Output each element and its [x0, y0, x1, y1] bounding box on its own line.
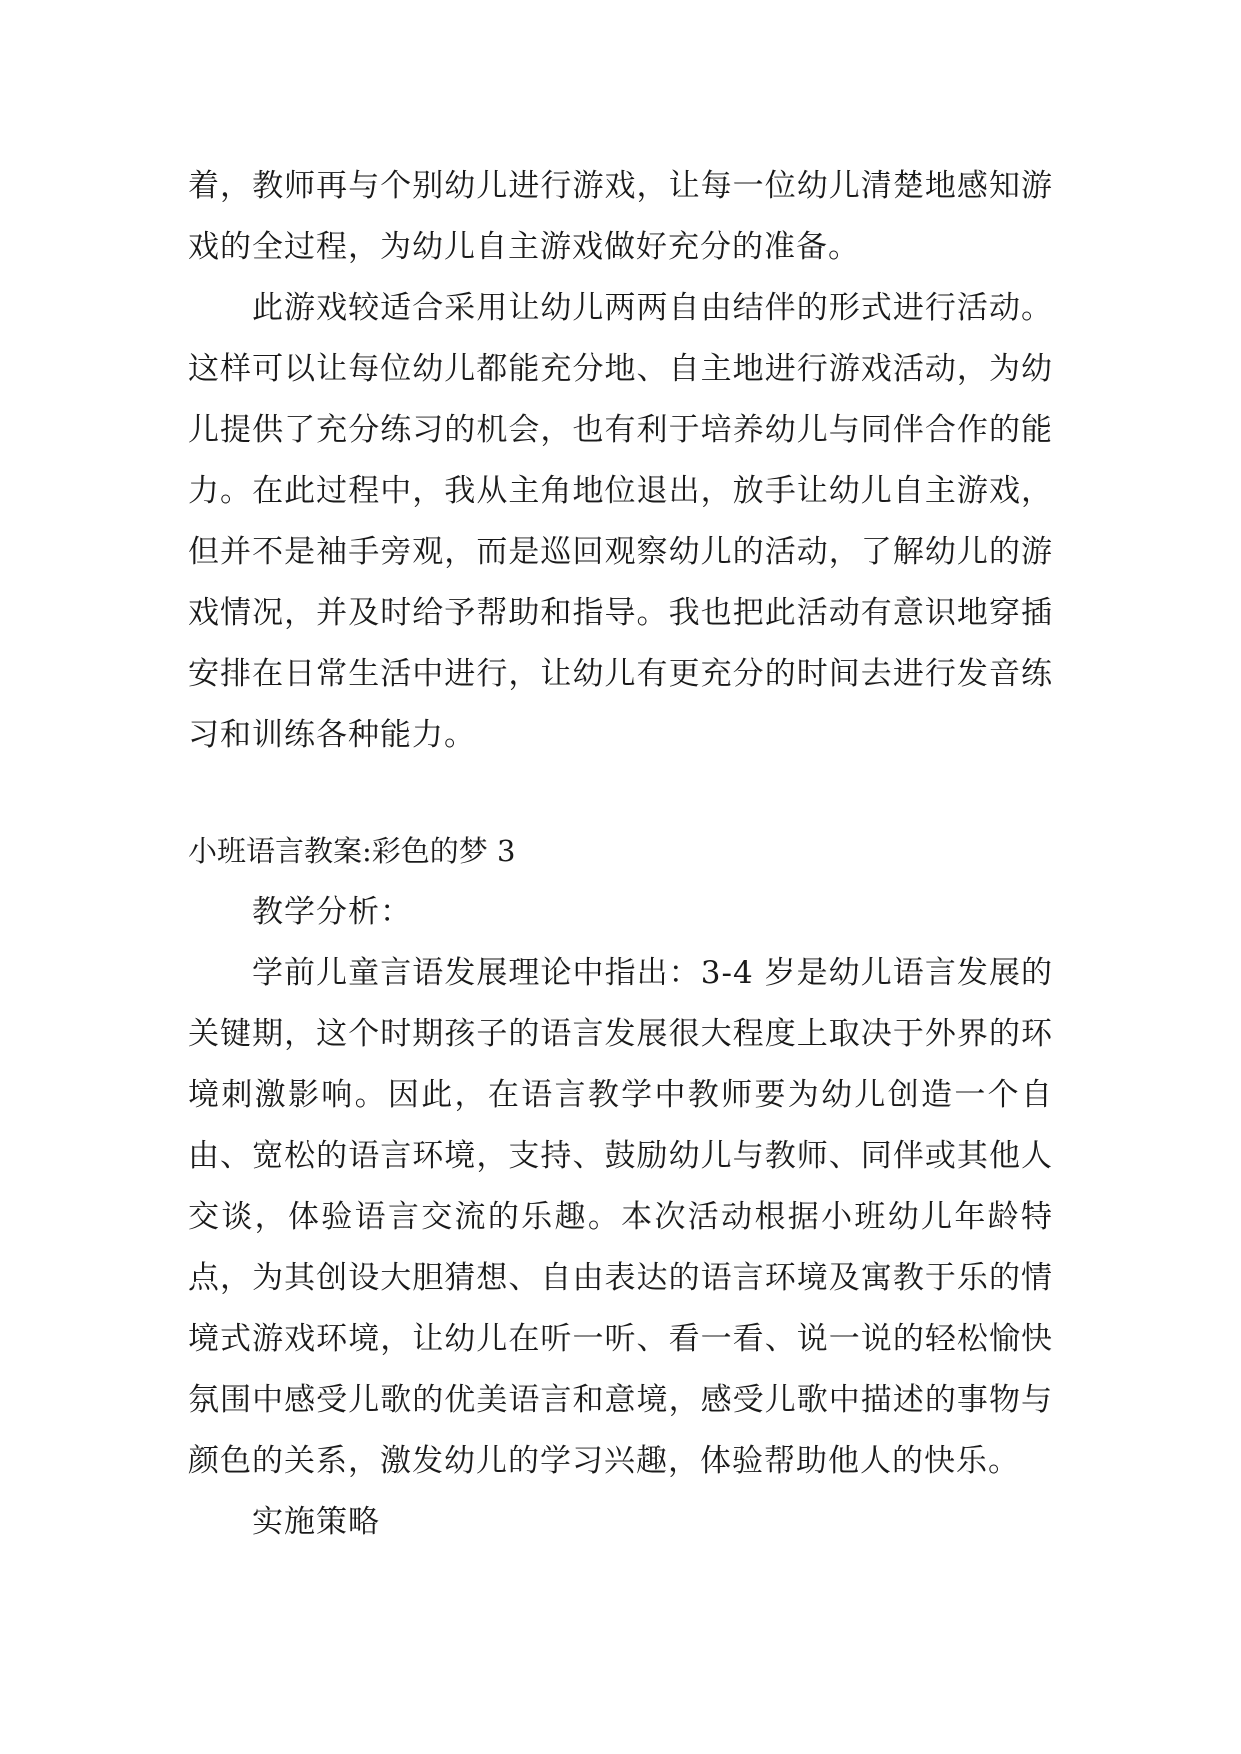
section-paragraph: 学前儿童言语发展理论中指出：3-4 岁是幼儿语言发展的关键期，这个时期孩子的语言发展很大程度上取决于外界的环境刺激影响。因此，在语言教学中教师要为幼儿创造一个自由、宽松的语言环境，支持、鼓励幼儿与教师、同伴或其他人交谈，体验语言交流的乐趣。本次活动根据小班幼儿年龄特点，为其创设大胆猜想、自由表达的语言环境及寓教于乐的情境式游戏环境，让幼儿在听一听、看一看、说一说的轻松愉快氛围中感受儿歌的优美语言和意境，感受儿歌中描述的事物与颜色的关系，激发幼儿的学习兴趣，体验帮助他人的快乐。	[188, 955, 1053, 1479]
subheading-teaching-analysis: 教学分析：	[252, 894, 412, 930]
document-body	[188, 156, 1053, 1553]
section-title: 小班语言教案:彩色的梦 3	[188, 834, 516, 868]
body-paragraph-continued: 着，教师再与个别幼儿进行游戏，让每一位幼儿清楚地感知游戏的全过程，为幼儿自主游戏做好充分的准备。	[188, 168, 1053, 265]
subheading-implementation: 实施策略	[252, 1504, 380, 1540]
body-paragraph: 此游戏较适合采用让幼儿两两自由结伴的形式进行活动。这样可以让每位幼儿都能充分地、自主地进行游戏活动，为幼儿提供了充分练习的机会，也有利于培养幼儿与同伴合作的能力。在此过程中，我从主角地位退出，放手让幼儿自主游戏，但并不是袖手旁观，而是巡回观察幼儿的活动，了解幼儿的游戏情况，并及时给予帮助和指导。我也把此活动有意识地穿插安排在日常生活中进行，让幼儿有更充分的时间去进行发音练习和训练各种能力。	[188, 290, 1053, 753]
